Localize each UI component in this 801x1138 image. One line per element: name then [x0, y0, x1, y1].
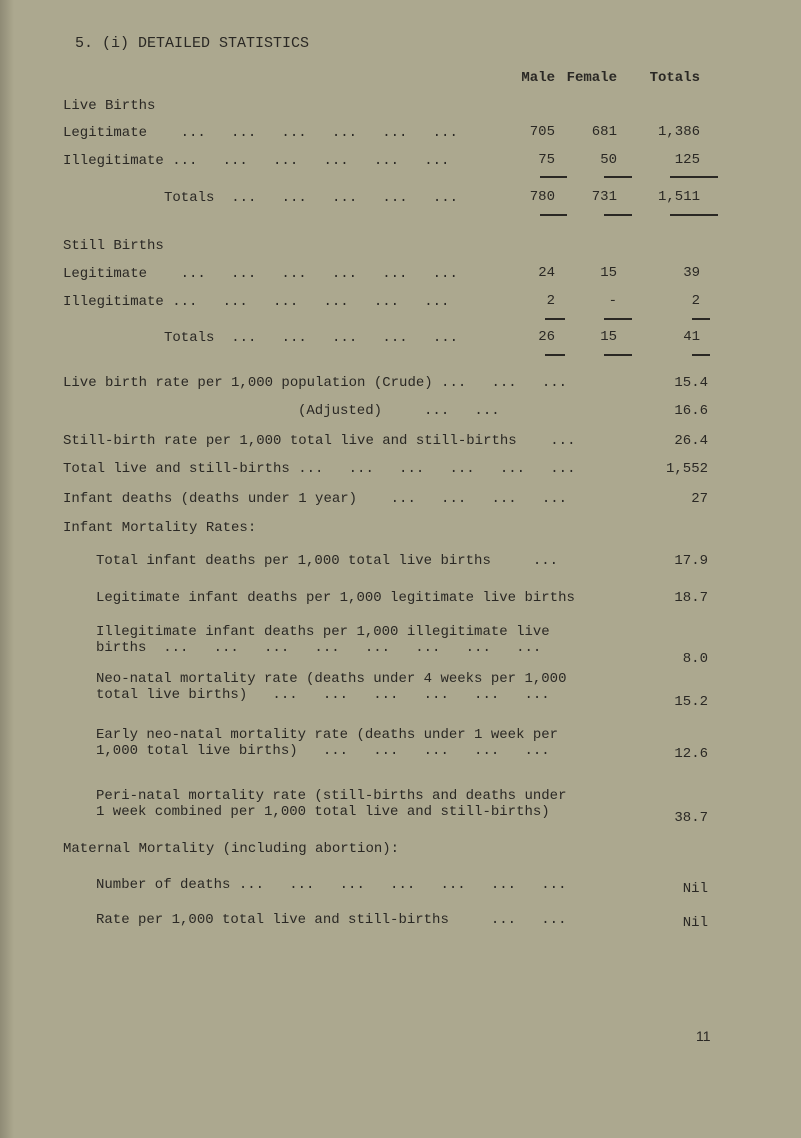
cell: 1,386: [657, 124, 700, 140]
cell: 15: [600, 265, 617, 281]
cell: 1,511: [657, 189, 700, 205]
cell: 2: [691, 293, 700, 309]
rule: [604, 318, 632, 320]
rate-value: 27: [691, 491, 708, 507]
rate-label: Live birth rate per 1,000 population (Crude) ... ... ...: [63, 375, 568, 391]
rate-value: Nil: [682, 881, 708, 897]
rate-value: 8.0: [682, 651, 708, 667]
rate-label: Legitimate infant deaths per 1,000 legitimate live births: [96, 590, 575, 606]
row-label: Legitimate ... ... ... ... ... ...: [63, 266, 458, 282]
rate-label: Infant deaths (deaths under 1 year) ... ... ... ...: [63, 491, 568, 507]
row-label: Illegitimate ... ... ... ... ... ...: [63, 153, 450, 169]
rate-label: Early neo-natal mortality rate (deaths under 1 week per 1,000 total live births) ... ... ... ... ...: [96, 727, 559, 759]
cell: 705: [529, 124, 555, 140]
rule: [545, 354, 565, 356]
rule: [670, 176, 718, 178]
rule: [540, 176, 567, 178]
cell: -: [608, 293, 617, 309]
rate-value: 38.7: [674, 810, 708, 826]
cell: 41: [683, 329, 700, 345]
rate-label: (Adjusted) ... ...: [298, 403, 500, 419]
cell: 780: [529, 189, 555, 205]
rule: [692, 354, 710, 356]
rule: [540, 214, 567, 216]
still-births-heading: Still Births: [63, 238, 164, 254]
live-births-heading: Live Births: [63, 98, 156, 114]
cell: 50: [600, 152, 617, 168]
infant-mortality-heading: Infant Mortality Rates:: [63, 520, 257, 536]
page-number: 11: [696, 1028, 711, 1044]
col-female: Female: [566, 70, 617, 86]
rate-label: Peri-natal mortality rate (still-births and deaths under 1 week combined per 1,000 total live and still-births): [96, 788, 567, 820]
rate-label: Total infant deaths per 1,000 total live births ...: [96, 553, 559, 569]
row-label: Legitimate ... ... ... ... ... ...: [63, 125, 458, 141]
rule: [692, 318, 710, 320]
cell: 75: [538, 152, 555, 168]
cell: 125: [674, 152, 700, 168]
cell: 731: [591, 189, 617, 205]
rate-value: Nil: [682, 915, 708, 931]
rate-value: 15.2: [674, 694, 708, 710]
rate-label: Still-birth rate per 1,000 total live and still-births ...: [63, 433, 576, 449]
cell: 26: [538, 329, 555, 345]
rate-label: Rate per 1,000 total live and still-births ... ...: [96, 912, 567, 928]
rate-value: 18.7: [674, 590, 708, 606]
rule: [604, 214, 632, 216]
col-totals: Totals: [649, 70, 700, 86]
cell: 24: [538, 265, 555, 281]
maternal-mortality-heading: Maternal Mortality (including abortion):: [63, 841, 400, 857]
cell: 2: [546, 293, 555, 309]
rate-label: Number of deaths ... ... ... ... ... ... ...: [96, 877, 567, 893]
totals-label: Totals ... ... ... ... ...: [164, 190, 459, 206]
rate-value: 16.6: [674, 403, 708, 419]
col-male: Male: [521, 70, 555, 86]
rule: [604, 176, 632, 178]
row-label: Illegitimate ... ... ... ... ... ...: [63, 294, 450, 310]
rate-label: Neo-natal mortality rate (deaths under 4 weeks per 1,000 total live births) ... ... ... ... ... ...: [96, 671, 567, 703]
rule: [670, 214, 718, 216]
cell: 39: [683, 265, 700, 281]
totals-label: Totals ... ... ... ... ...: [164, 330, 459, 346]
section-title: 5. (i) DETAILED STATISTICS: [75, 35, 310, 52]
rate-value: 15.4: [674, 375, 708, 391]
rule: [604, 354, 632, 356]
rate-label: Total live and still-births ... ... ... ... ... ...: [63, 461, 576, 477]
rule: [545, 318, 565, 320]
rate-value: 1,552: [665, 461, 708, 477]
cell: 15: [600, 329, 617, 345]
cell: 681: [591, 124, 617, 140]
rate-label: Illegitimate infant deaths per 1,000 illegitimate live births ... ... ... ... ... ... ... ...: [96, 624, 550, 656]
rate-value: 17.9: [674, 553, 708, 569]
rate-value: 26.4: [674, 433, 708, 449]
rate-value: 12.6: [674, 746, 708, 762]
